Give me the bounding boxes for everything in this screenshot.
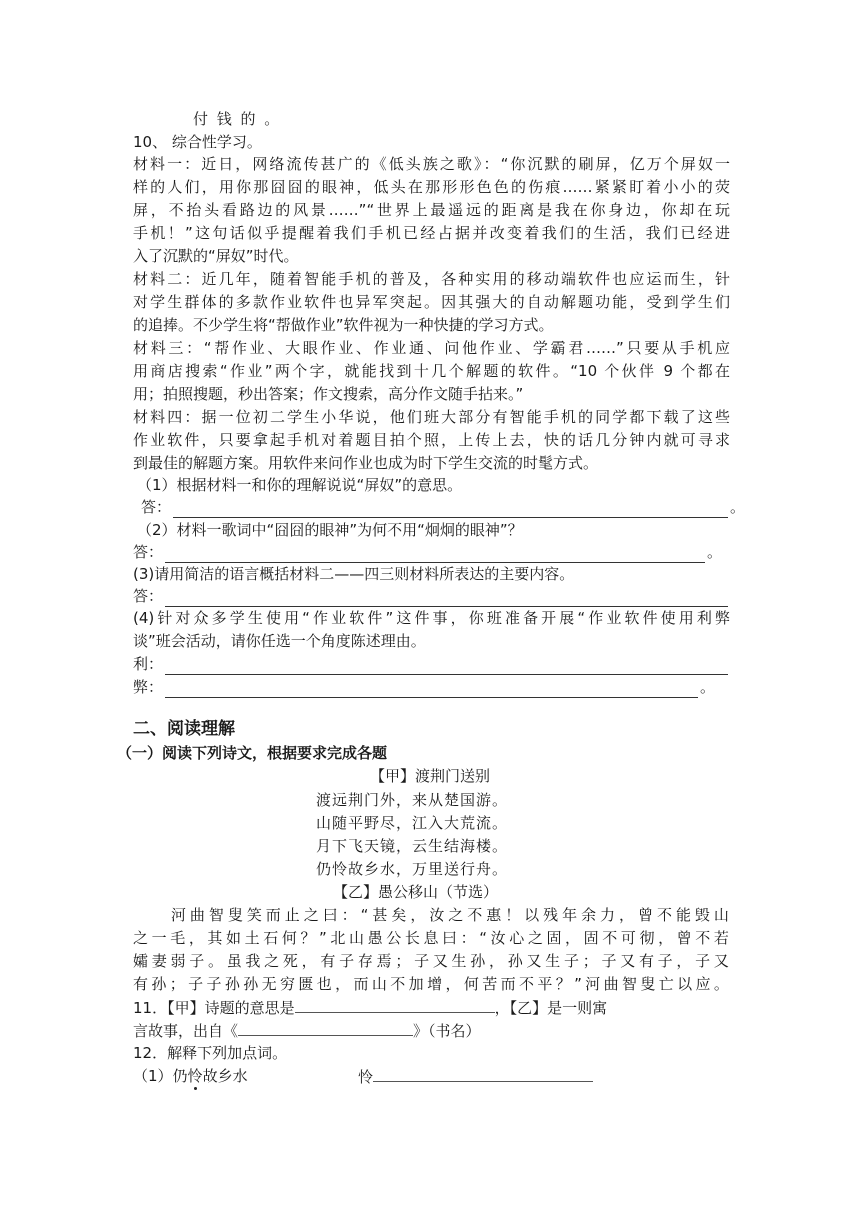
answer-line-2 <box>133 541 722 563</box>
poem-line: 渡远荆门外，来从楚国游。 <box>316 791 509 809</box>
poem-title-meaning-blank[interactable] <box>295 996 495 1013</box>
sub-question-4-line: (4)针对众多学生使用“作业软件”这件事，你班准备开展“作业软件使用利弊 <box>133 609 730 627</box>
sub-question-4-line: 谈”班会活动，请你任选一个角度陈述理由。 <box>133 632 426 650</box>
question-11-text: 言故事，出自《 <box>133 1022 239 1040</box>
answer-blank[interactable] <box>165 545 705 563</box>
answer-line-1 <box>141 496 745 518</box>
material-1-line: 手机！”这句话似乎提醒着我们手机已经占据并改变着我们的生活，我们已经进 <box>133 224 730 242</box>
poem-title: 【甲】渡荆门送别 <box>369 767 490 785</box>
answer-label: 答： <box>133 543 164 561</box>
con-label: 弊： <box>133 678 164 696</box>
material-3-line: 用；拍照搜题，秒出答案；作文搜索，高分作文随手拈来。” <box>133 385 524 403</box>
material-4-line: 作业软件，只要拿起手机对着题目拍个照，上传上去，快的话几分钟内就可寻求 <box>133 431 730 449</box>
answer-line-3 <box>133 585 728 607</box>
material-4-line: 到最佳的解题方案。用软件来问作业也成为时下学生交流的时髦方式。 <box>133 454 599 472</box>
prose-line: 之一毛，其如土石何？”北山愚公长息曰：“汝心之固，固不可彻，曾不若 <box>133 929 730 947</box>
answer-period: 。 <box>700 678 716 696</box>
answer-period: 。 <box>730 498 746 516</box>
book-name-blank[interactable] <box>238 1019 413 1036</box>
prose-title: 【乙】愚公移山（节选） <box>333 883 499 901</box>
question-12-item-1 <box>133 1065 248 1087</box>
section-title: 二、阅读理解 <box>133 719 235 739</box>
prose-line: 有孙；子子孙孙无穷匮也，而山不加增，何苦而不平？”河曲智叟亡以应。 <box>133 975 730 993</box>
prose-line: 河曲智叟笑而止之曰：“甚矣，汝之不惠！以残年余力，曾不能毁山 <box>133 906 730 924</box>
material-3-line: 材料三：“帮作业、大眼作业、作业通、问他作业、学霸君……”只要从手机应 <box>133 339 730 357</box>
answer-line-con <box>133 676 715 698</box>
answer-blank[interactable] <box>165 657 728 675</box>
answer-line-pro <box>133 653 728 675</box>
dotted-word: 怜 <box>187 1067 203 1085</box>
previous-answer-tail: 付 钱 的 。 <box>193 110 282 128</box>
question-12-title: 12．解释下列加点词。 <box>133 1044 288 1062</box>
question-11-line-2 <box>133 1019 481 1042</box>
material-1-line: 样的人们，用你那囧囧的眼神，低头在那形形色色的伤痕……紧紧盯着小小的荧 <box>133 178 730 196</box>
sub-question-1: （1）根据材料一和你的理解说说“屏奴”的意思。 <box>137 476 463 494</box>
material-4-line: 材料四：据一位初二学生小华说，他们班大部分有智能手机的同学都下载了这些 <box>133 408 730 426</box>
question-10-title: 10、 综合性学习。 <box>133 133 262 151</box>
question-11-text: 》（书名） <box>413 1022 481 1040</box>
material-2-line: 对学生群体的多款作业软件也异军突起。因其强大的自动解题功能，受到学生们 <box>133 293 730 311</box>
answer-blank[interactable] <box>165 589 728 607</box>
answer-label: 答： <box>141 498 172 516</box>
answer-label: 答： <box>133 587 164 605</box>
poem-line: 仍怜故乡水，万里送行舟。 <box>316 860 509 878</box>
poem-line: 月下飞天镜，云生结海楼。 <box>316 837 509 855</box>
poem-line: 山随平野尽，江入大荒流。 <box>316 814 509 832</box>
material-2-line: 的追捧。不少学生将“帮做作业”软件视为一种快捷的学习方式。 <box>133 316 554 334</box>
material-1-line: 材料一：近日，网络流传甚广的《低头族之歌》：“你沉默的刷屏，亿万个屏奴一 <box>133 155 730 173</box>
part-title: （一）阅读下列诗文，根据要求完成各题 <box>117 744 388 762</box>
item-text: 故乡水 <box>202 1067 248 1085</box>
question-11-text: ，【乙】是一则寓 <box>494 999 608 1017</box>
question-11-text: 11．【甲】诗题的意思是 <box>133 999 295 1017</box>
prose-line: 孀妻弱子。虽我之死，有子存焉；子又生孙，孙又生子；子又有子，子又 <box>133 952 730 970</box>
pro-label: 利： <box>133 655 164 673</box>
explanation-blank[interactable] <box>373 1065 593 1082</box>
sub-question-3: (3)请用简洁的语言概括材料二——四三则材料所表达的主要内容。 <box>133 565 575 583</box>
item-text: （1）仍 <box>133 1067 188 1085</box>
answer-blank[interactable] <box>173 500 728 518</box>
material-1-line: 屏，不抬头看路边的风景……”“世界上最遥远的距离是我在你身边，你却在玩 <box>133 201 730 219</box>
material-3-line: 用商店搜索“作业”两个字，就能找到十几个解题的软件。“10 个伙伴 9 个都在 <box>133 362 730 380</box>
question-12-item-1-answer <box>358 1065 593 1088</box>
question-11-line-1 <box>133 996 607 1019</box>
material-2-line: 材料二：近几年，随着智能手机的普及，各种实用的移动端软件也应运而生，针 <box>133 270 730 288</box>
answer-blank[interactable] <box>165 680 698 698</box>
explained-word: 怜 <box>358 1068 374 1086</box>
answer-period: 。 <box>707 543 723 561</box>
sub-question-2: （2）材料一歌词中“囧囧的眼神”为何不用“炯炯的眼神”？ <box>137 521 523 539</box>
material-1-line: 入了沉默的“屏奴”时代。 <box>133 247 299 265</box>
